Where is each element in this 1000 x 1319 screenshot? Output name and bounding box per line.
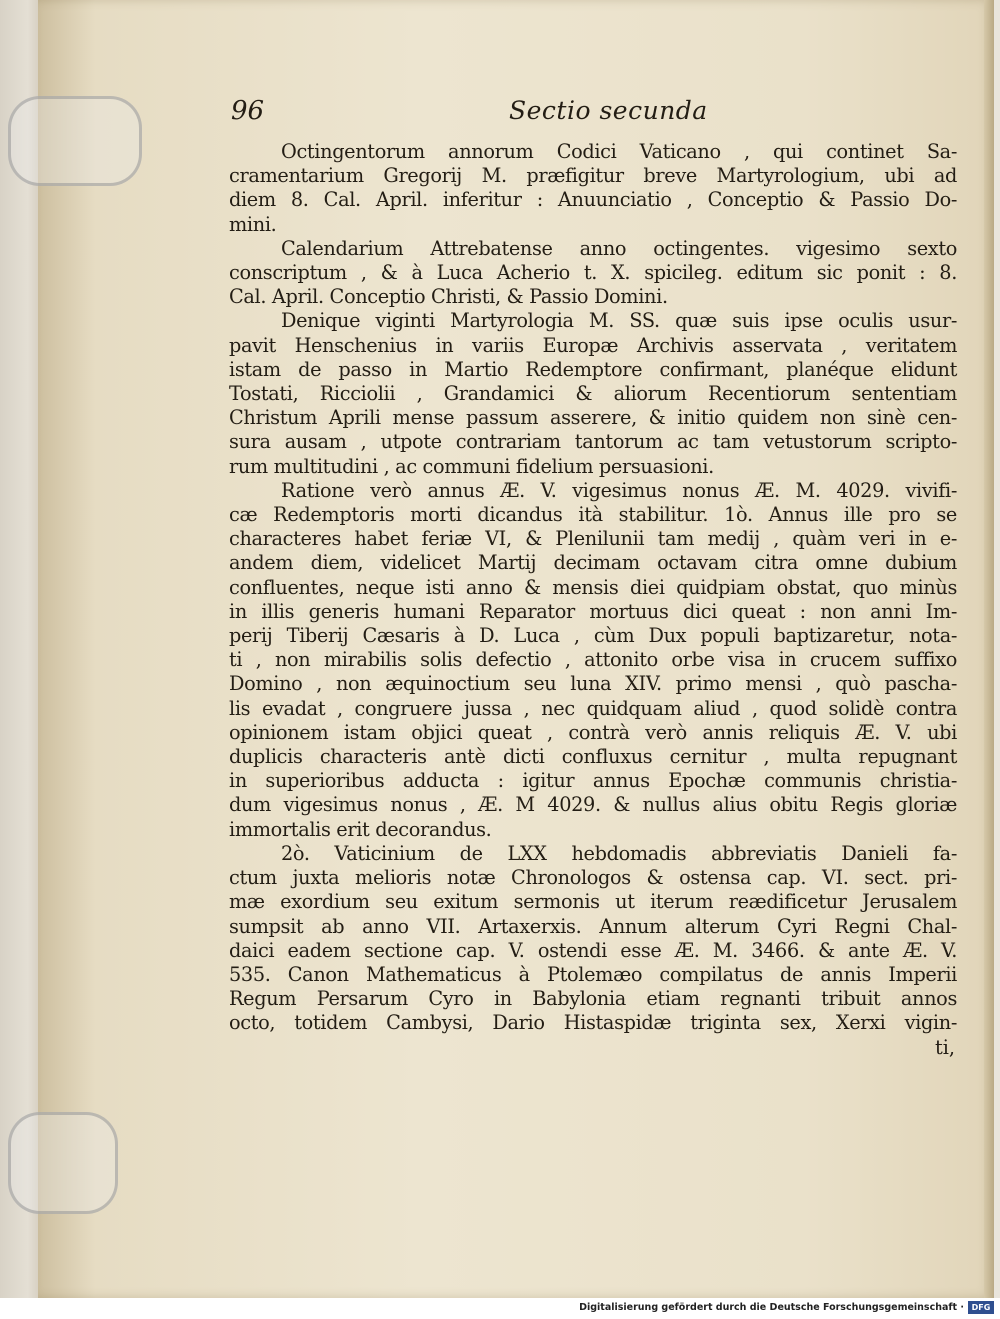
text-line: characteres habet feriæ VI, & Plenilunii tam medij , quàm veri in e- bbox=[229, 527, 957, 551]
page-clip-bottom bbox=[8, 1112, 118, 1214]
text-line: perij Tiberij Cæsaris à D. Luca , cùm Dux populi baptizaretur, nota- bbox=[229, 624, 957, 648]
text-line: confluentes, neque isti anno & mensis diei quidpiam obstat, quo minùs bbox=[229, 575, 957, 599]
page-number: 96 bbox=[231, 96, 265, 126]
text-line: 2ò. Vaticinium de LXX hebdomadis abbreviatis Danieli fa- bbox=[281, 841, 957, 865]
text-line: lis evadat , congruere jussa , nec quidquam aliud , quod solidè contra bbox=[229, 696, 957, 720]
text-line: mæ exordium seu exitum sermonis ut iterum reædificetur Jerusalem bbox=[229, 890, 957, 914]
paragraph bbox=[229, 842, 957, 1036]
text-line: diem 8. Cal. April. inferitur : Anuunciatio , Conceptio & Passio Do- bbox=[229, 188, 957, 212]
text-line: Ratione verò annus Æ. V. vigesimus nonus Æ. M. 4029. vivifi- bbox=[281, 478, 957, 502]
page-text-block bbox=[229, 96, 957, 1060]
text-line: istam de passo in Martio Redemptore confirmant, planéque elidunt bbox=[229, 357, 957, 381]
text-line: daici eadem sectione cap. V. ostendi esse Æ. M. 3466. & ante Æ. V. bbox=[229, 938, 957, 962]
text-line: ctum juxta melioris notæ Chronologos & ostensa cap. VI. sect. pri- bbox=[229, 866, 957, 890]
text-line: cramentarium Gregorij M. præfigitur breve Martyrologium, ubi ad bbox=[229, 164, 957, 188]
text-line: in illis generis humani Reparator mortuus dici queat : non anni Im- bbox=[229, 599, 957, 623]
text-line: Cal. April. Conceptio Christi, & Passio Domini. bbox=[229, 285, 668, 309]
page-clip-top bbox=[8, 96, 142, 186]
text-line: sura ausam , utpote contrariam tantorum ac tam vetustorum scripto- bbox=[229, 430, 957, 454]
text-line: dum vigesimus nonus , Æ. M 4029. & nullus alius obitu Regis gloriæ bbox=[229, 793, 957, 817]
catchword: ti, bbox=[934, 1035, 955, 1059]
paragraph bbox=[229, 309, 957, 478]
footer-bar bbox=[0, 1298, 1000, 1319]
text-line: mini. bbox=[229, 212, 277, 236]
text-line: 535. Canon Mathematicus à Ptolemæo compilatus de annis Imperii bbox=[229, 962, 957, 986]
text-line: sumpsit ab anno VII. Artaxerxis. Annum alterum Cyri Regni Chal- bbox=[229, 914, 957, 938]
text-line: duplicis characteris antè dicti confluxus cernitur , multa repugnant bbox=[229, 745, 957, 769]
text-line: opinionem istam objici queat , contrà verò annis reliquis Æ. V. ubi bbox=[229, 720, 957, 744]
text-line: in superioribus adducta : igitur annus Epochæ communis christia- bbox=[229, 769, 957, 793]
text-line: Christum Aprili mense passum asserere, & initio quidem non sinè cen- bbox=[229, 406, 957, 430]
text-line: cæ Redemptoris morti dicandus ità stabilitur. 1ò. Annus ille pro se bbox=[229, 503, 957, 527]
text-line: Regum Persarum Cyro in Babylonia etiam regnanti tribuit annos bbox=[229, 987, 957, 1011]
dfg-logo: DFG bbox=[968, 1301, 994, 1314]
text-line: andem diem, videlicet Martij decimam octavam citra omne dubium bbox=[229, 551, 957, 575]
text-line: octo, totidem Cambysi, Dario Histaspidæ triginta sex, Xerxi vigin- bbox=[229, 1011, 957, 1035]
text-line: Domino , non æquinoctium seu luna XIV. primo mensi , quò pascha- bbox=[229, 672, 957, 696]
text-line: ti , non mirabilis solis defectio , attonito orbe visa in crucem suffixo bbox=[229, 648, 957, 672]
page-edge bbox=[984, 0, 994, 1298]
paragraph bbox=[229, 479, 957, 842]
body-text bbox=[229, 140, 957, 1036]
text-line: conscriptum , & à Luca Acherio t. X. spicileg. editum sic ponit : 8. bbox=[229, 261, 957, 285]
paragraph bbox=[229, 140, 957, 237]
running-head bbox=[229, 96, 957, 140]
text-line: Calendarium Attrebatense anno octingentes. vigesimo sexto bbox=[281, 236, 957, 260]
text-line: Tostati, Ricciolii , Grandamici & aliorum Recentiorum sententiam bbox=[229, 382, 957, 406]
paragraph bbox=[229, 237, 957, 310]
text-line: rum multitudini , ac communi fidelium persuasioni. bbox=[229, 454, 714, 478]
text-line: Denique viginti Martyrologia M. SS. quæ suis ipse oculis usur- bbox=[281, 309, 957, 333]
section-title: Sectio secunda bbox=[509, 96, 708, 125]
text-line: immortalis erit decorandus. bbox=[229, 817, 492, 841]
text-line: Octingentorum annorum Codici Vaticano , qui continet Sa- bbox=[281, 140, 957, 163]
funding-credit: Digitalisierung gefördert durch die Deutsche Forschungsgemeinschaft · bbox=[579, 1302, 964, 1313]
text-line: pavit Henschenius in variis Europæ Archivis asservata , veritatem bbox=[229, 333, 957, 357]
